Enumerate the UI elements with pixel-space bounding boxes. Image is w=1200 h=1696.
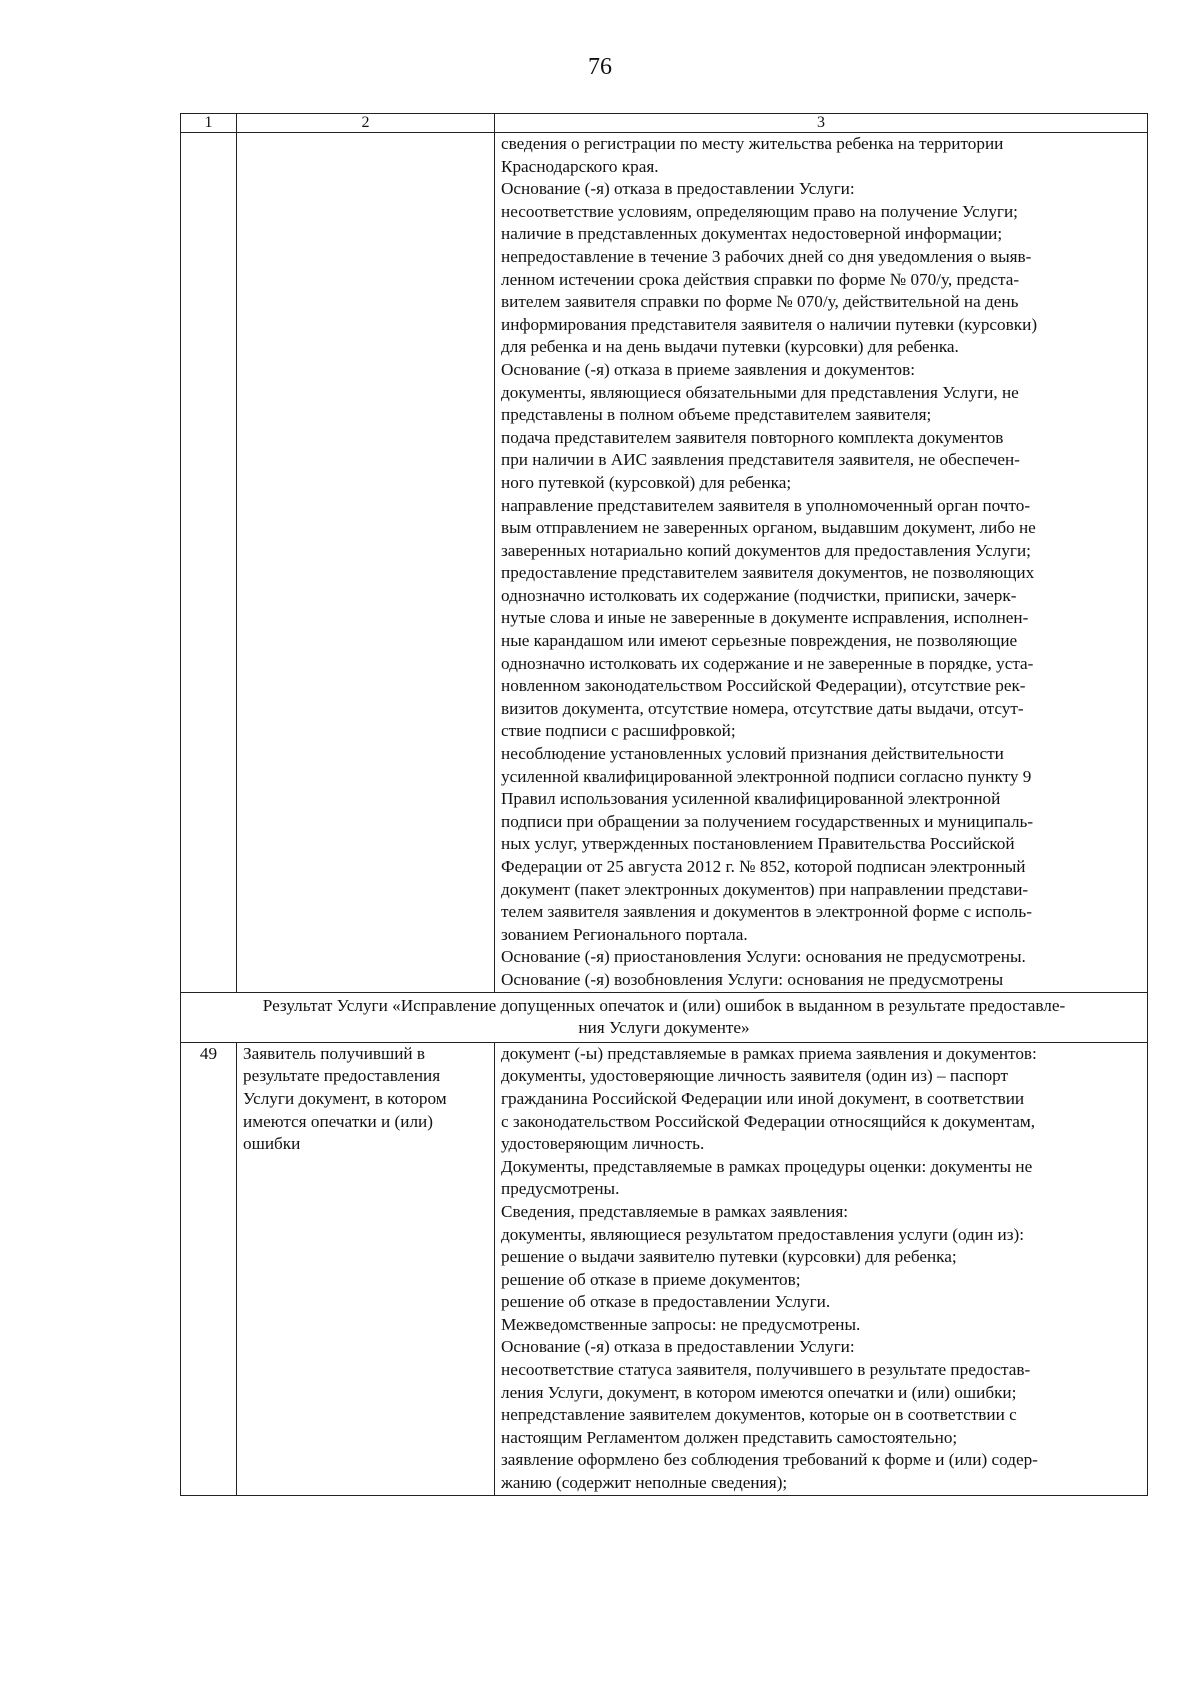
text-line: ных услуг, утвержденных постановлением Правительства Российской	[501, 834, 1015, 854]
applicant-cell	[237, 1042, 495, 1495]
text-line: имеются опечатки и (или)	[243, 1111, 433, 1131]
text-line: несоответствие условиям, определяющим право на получение Услуги;	[501, 201, 1018, 221]
text-line: при наличии в АИС заявления представителя заявителя, не обеспечен-	[501, 450, 1020, 470]
text-line: результате предоставления	[243, 1066, 441, 1086]
text-line: ленном истечении срока действия справки по форме № 070/у, предста-	[501, 269, 1020, 289]
text-line: сведения о регистрации по месту жительства ребенка на территории	[501, 134, 1004, 153]
text-line: Документы, представляемые в рамках процедуры оценки: документы не	[501, 1156, 1033, 1176]
text-line: Заявитель получивший в	[243, 1043, 426, 1063]
text-line: ного путевкой (курсовкой) для ребенка;	[501, 472, 792, 492]
text-line: гражданина Российской Федерации или иной документ, в соответствии	[501, 1088, 1025, 1108]
text-line: непредставление заявителем документов, которые он в соответствии с	[501, 1405, 1017, 1425]
text-line: несоблюдение установленных условий признания действительности	[501, 744, 1004, 764]
page-number: 76	[588, 54, 612, 80]
text-line: Результат Услуги «Исправление допущенных опечаток и (или) ошибок в выданном в результате предоставле-	[262, 995, 1066, 1015]
text-line: усиленной квалифицированной электронной подписи согласно пункту 9	[501, 766, 1032, 786]
text-line: Услуги документ, в котором	[243, 1088, 447, 1108]
text-line: заверенных нотариально копий документов для предоставления Услуги;	[501, 540, 1031, 560]
text-line: Основание (-я) приостановления Услуги: основания не предусмотрены.	[501, 947, 1026, 967]
text-line: зованием Регионального портала.	[501, 924, 748, 944]
text-line: однозначно истолковать их содержание (подчистки, приписки, зачерк-	[501, 585, 1017, 605]
text-line: документ (-ы) представляемые в рамках приема заявления и документов:	[501, 1043, 1037, 1063]
details-cell	[495, 1042, 1148, 1495]
text-line: Сведения, представляемые в рамках заявления:	[501, 1201, 849, 1221]
header-row	[181, 114, 1148, 133]
text-line: документ (пакет электронных документов) при направлении представи-	[501, 879, 1029, 899]
text-line: подписи при обращении за получением государственных и муниципаль-	[501, 811, 1034, 831]
text-line: решение о выдачи заявителю путевки (курсовки) для ребенка;	[501, 1247, 957, 1267]
table-row	[181, 1042, 1148, 1495]
text-line: решение об отказе в приеме документов;	[501, 1269, 801, 1289]
text-line: вителем заявителя справки по форме № 070/у, действительной на день	[501, 292, 1019, 312]
text-line: вым отправлением не заверенных органом, выдавшим документ, либо не	[501, 518, 1036, 538]
text-line: Основание (-я) отказа в приеме заявления и документов:	[501, 359, 915, 379]
text-line: телем заявителя заявления и документов в электронной форме с исполь-	[501, 902, 1032, 922]
text-line: Краснодарского края.	[501, 156, 659, 176]
section-heading-row	[181, 992, 1148, 1042]
text-line: нутые слова и иные не заверенные в документе исправления, исполнен-	[501, 608, 1029, 628]
text-line: Правил использования усиленной квалифицированной электронной	[501, 789, 1001, 809]
text-line: направление представителем заявителя в уполномоченный орган почто-	[501, 495, 1031, 515]
applicant-cell	[237, 133, 495, 993]
text-line: Основание (-я) отказа в предоставлении Услуги:	[501, 179, 855, 199]
header-col-1: 1	[181, 114, 237, 133]
text-line: однозначно истолковать их содержание и не заверенные в порядке, уста-	[501, 653, 1034, 673]
text-line: с законодательством Российской Федерации относящийся к документам,	[501, 1111, 1036, 1131]
text-line: подача представителем заявителя повторного комплекта документов	[501, 427, 1004, 447]
text-line: предоставление представителем заявителя документов, не позволяющих	[501, 563, 1035, 583]
text-line: документы, удостоверяющие личность заявителя (один из) – паспорт	[501, 1066, 1009, 1086]
text-line: несоответствие статуса заявителя, получившего в результате предостав-	[501, 1360, 1031, 1380]
text-line: представлены в полном объеме представителем заявителя;	[501, 405, 932, 425]
text-line: документы, являющиеся результатом предоставления услуги (один из):	[501, 1224, 1025, 1244]
row-number	[181, 133, 237, 993]
text-line: ствие подписи с расшифровкой;	[501, 721, 736, 741]
text-line: настоящим Регламентом должен представить самостоятельно;	[501, 1427, 958, 1447]
text-line: Основание (-я) возобновления Услуги: основания не предусмотрены	[501, 969, 1004, 989]
text-line: ные карандашом или имеют серьезные повреждения, не позволяющие	[501, 631, 1018, 651]
text-line: непредоставление в течение 3 рабочих дней со дня уведомления о выяв-	[501, 246, 1032, 266]
text-line: документы, являющиеся обязательными для представления Услуги, не	[501, 382, 1019, 402]
text-line: для ребенка и на день выдачи путевки (курсовки) для ребенка.	[501, 337, 959, 357]
text-line: ния Услуги документе»	[578, 1018, 750, 1038]
text-line: жанию (содержит неполные сведения);	[501, 1473, 788, 1493]
section-heading	[181, 992, 1148, 1042]
text-line: предусмотрены.	[501, 1179, 620, 1199]
header-col-3: 3	[495, 114, 1148, 133]
text-line: заявление оформлено без соблюдения требований к форме и (или) содер-	[501, 1450, 1038, 1470]
text-line: Федерации от 25 августа 2012 г. № 852, которой подписан электронный	[501, 857, 1026, 876]
text-line: Межведомственные запросы: не предусмотрены.	[501, 1314, 861, 1334]
header-col-2: 2	[237, 114, 495, 133]
text-line: Основание (-я) отказа в предоставлении Услуги:	[501, 1337, 855, 1357]
text-line: визитов документа, отсутствие номера, отсутствие даты выдачи, отсут-	[501, 698, 1024, 718]
text-line: ления Услуги, документ, в котором имеются опечатки и (или) ошибки;	[501, 1382, 1017, 1402]
text-line: удостоверяющим личность.	[501, 1134, 705, 1154]
details-cell	[495, 133, 1148, 993]
text-line: наличие в представленных документах недостоверной информации;	[501, 224, 1003, 244]
row-number: 49	[181, 1042, 237, 1495]
text-line: ошибки	[243, 1134, 301, 1154]
text-line: решение об отказе в предоставлении Услуги.	[501, 1292, 831, 1312]
table-row	[181, 133, 1148, 993]
regulation-table	[180, 113, 1148, 1496]
text-line: новленном законодательством Российской Федерации), отсутствие рек-	[501, 676, 1026, 696]
text-line: информирования представителя заявителя о наличии путевки (курсовки)	[501, 314, 1038, 334]
